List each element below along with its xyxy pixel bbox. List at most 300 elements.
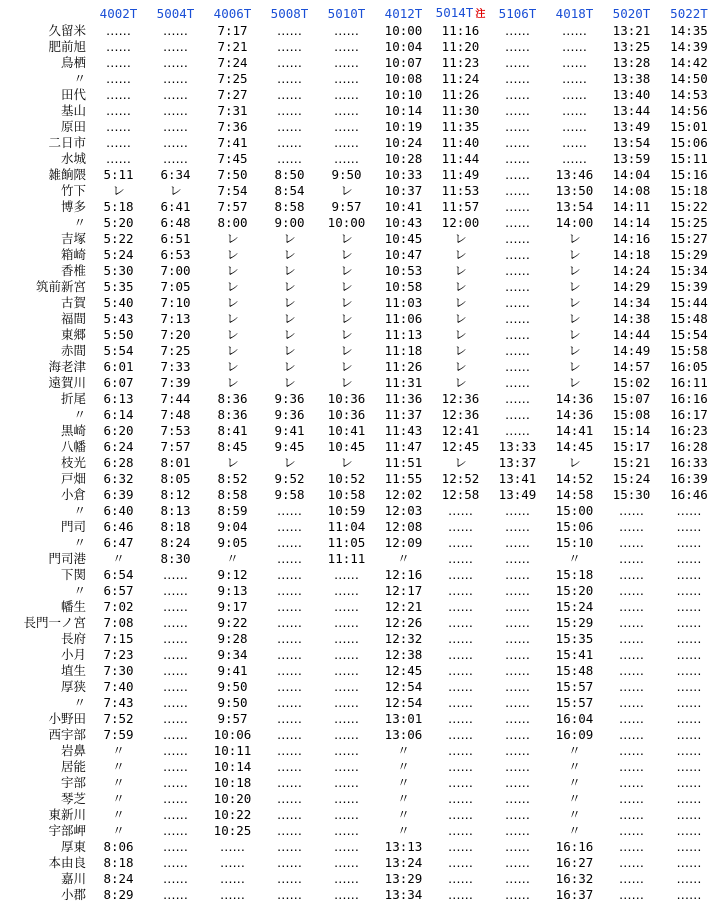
time-cell: 7:39 <box>160 375 191 390</box>
time-cell: 14:42 <box>670 55 708 70</box>
time-cell: 14:34 <box>612 295 651 310</box>
table-row <box>0 775 718 791</box>
time-cell: 6:20 <box>103 423 134 438</box>
time-cell: 7:05 <box>160 279 191 294</box>
time-cell: 9:28 <box>217 631 248 646</box>
station-name: 幡生 <box>60 599 86 614</box>
time-cell: ‥‥‥ <box>504 711 531 726</box>
time-cell: 12:02 <box>384 487 423 502</box>
time-cell: 〃 <box>568 775 581 790</box>
time-cell: 〃 <box>568 807 581 822</box>
time-cell: 15:21 <box>612 455 651 470</box>
time-cell: 5:35 <box>103 279 134 294</box>
station-name: 〃 <box>73 71 86 86</box>
time-cell: ‥‥‥ <box>504 775 531 790</box>
train-number-label: 5014T <box>435 5 474 20</box>
time-cell: 7:15 <box>103 631 134 646</box>
time-cell: 6:41 <box>160 199 191 214</box>
time-cell: 13:54 <box>612 135 651 150</box>
time-cell: 11:37 <box>384 407 423 422</box>
time-cell: ‥‥‥ <box>333 823 360 838</box>
time-cell: ‥‥‥ <box>447 631 474 646</box>
time-cell: 16:33 <box>670 455 708 470</box>
train-number-header <box>432 5 489 23</box>
time-cell: 6:32 <box>103 471 134 486</box>
time-cell: 10:58 <box>384 279 423 294</box>
time-cell: 7:57 <box>217 199 248 214</box>
time-cell: レ <box>454 343 467 358</box>
time-cell: ‥‥‥ <box>333 615 360 630</box>
time-cell: ‥‥‥ <box>333 23 360 38</box>
time-cell: 12:36 <box>441 391 480 406</box>
time-cell: ‥‥‥ <box>333 727 360 742</box>
time-cell: 6:28 <box>103 455 134 470</box>
time-cell: レ <box>568 279 581 294</box>
time-cell: 〃 <box>226 551 239 566</box>
time-cell: ‥‥‥ <box>618 759 645 774</box>
time-cell: 7:43 <box>103 695 134 710</box>
time-cell: 11:06 <box>384 311 423 326</box>
time-cell: ‥‥‥ <box>105 23 132 38</box>
time-cell: ‥‥‥ <box>276 759 303 774</box>
station-name: 二日市 <box>48 135 86 150</box>
time-cell: 15:20 <box>555 583 594 598</box>
time-cell: ‥‥‥ <box>676 503 702 518</box>
time-cell: 9:41 <box>274 423 305 438</box>
station-name: 小月 <box>60 647 86 662</box>
station-column-header <box>0 5 90 23</box>
time-cell: ‥‥‥ <box>276 663 303 678</box>
time-cell: ‥‥‥ <box>333 807 360 822</box>
time-cell: ‥‥‥ <box>618 839 645 854</box>
table-row <box>0 535 718 551</box>
time-cell: ‥‥‥ <box>276 151 303 166</box>
time-cell: ‥‥‥ <box>276 503 303 518</box>
time-cell: 13:41 <box>498 471 537 486</box>
time-cell: ‥‥‥ <box>162 87 189 102</box>
time-cell: ‥‥‥ <box>162 679 189 694</box>
time-cell: ‥‥‥ <box>447 615 474 630</box>
time-cell: 7:24 <box>217 55 248 70</box>
time-cell: レ <box>454 327 467 342</box>
time-cell: ‥‥‥ <box>162 663 189 678</box>
time-cell: ‥‥‥ <box>676 695 702 710</box>
time-cell: レ <box>283 263 296 278</box>
time-cell: ‥‥‥ <box>504 567 531 582</box>
time-cell: 9:22 <box>217 615 248 630</box>
time-cell: 15:02 <box>612 375 651 390</box>
time-cell: ‥‥‥ <box>105 55 132 70</box>
time-cell: レ <box>226 231 239 246</box>
time-cell: 〃 <box>112 759 125 774</box>
time-cell: 12:58 <box>441 487 480 502</box>
time-cell: ‥‥‥ <box>162 871 189 886</box>
time-cell: 14:58 <box>555 487 594 502</box>
time-cell: 10:19 <box>384 119 423 134</box>
table-row <box>0 423 718 439</box>
time-cell: ‥‥‥ <box>676 551 702 566</box>
time-cell: 10:06 <box>213 727 252 742</box>
time-cell: ‥‥‥ <box>447 519 474 534</box>
time-cell: ‥‥‥ <box>561 23 588 38</box>
time-cell: 8:18 <box>103 855 134 870</box>
station-name: 黒崎 <box>60 423 86 438</box>
time-cell: ‥‥‥ <box>447 823 474 838</box>
train-number-header <box>261 5 318 23</box>
time-cell: 7:57 <box>160 439 191 454</box>
time-cell: 15:44 <box>670 295 708 310</box>
time-cell: ‥‥‥ <box>504 199 531 214</box>
time-cell: 13:33 <box>498 439 537 454</box>
time-cell: 5:22 <box>103 231 134 246</box>
time-cell: ‥‥‥ <box>447 695 474 710</box>
time-cell: ‥‥‥ <box>504 855 531 870</box>
time-cell: ‥‥‥ <box>276 871 303 886</box>
time-cell: レ <box>340 359 353 374</box>
station-name: 戸畑 <box>60 471 86 486</box>
time-cell: ‥‥‥ <box>333 791 360 806</box>
station-name: 竹下 <box>60 183 86 198</box>
time-cell: ‥‥‥ <box>162 119 189 134</box>
time-cell: ‥‥‥ <box>105 71 132 86</box>
time-cell: 14:39 <box>670 39 708 54</box>
table-row <box>0 663 718 679</box>
time-cell: ‥‥‥ <box>618 647 645 662</box>
time-cell: 16:11 <box>670 375 708 390</box>
station-name: 折尾 <box>60 391 86 406</box>
train-number-header <box>603 5 660 23</box>
time-cell: レ <box>568 311 581 326</box>
time-cell: ‥‥‥ <box>162 23 189 38</box>
table-row <box>0 263 718 279</box>
time-cell: ‥‥‥ <box>504 679 531 694</box>
time-cell: 16:28 <box>670 439 708 454</box>
time-cell: ‥‥‥ <box>504 423 531 438</box>
time-cell: ‥‥‥ <box>676 711 702 726</box>
time-cell: 10:14 <box>384 103 423 118</box>
time-cell: ‥‥‥ <box>504 839 531 854</box>
time-cell: ‥‥‥ <box>162 583 189 598</box>
time-cell: 15:14 <box>612 423 651 438</box>
table-row <box>0 743 718 759</box>
time-cell: ‥‥‥ <box>676 583 702 598</box>
time-cell: 16:04 <box>555 711 594 726</box>
table-row <box>0 519 718 535</box>
time-cell: ‥‥‥ <box>561 71 588 86</box>
table-row <box>0 167 718 183</box>
time-cell: 7:30 <box>103 663 134 678</box>
time-cell: レ <box>226 311 239 326</box>
time-cell: 〃 <box>112 551 125 566</box>
time-cell: ‥‥‥ <box>447 807 474 822</box>
time-cell: ‥‥‥ <box>561 135 588 150</box>
time-cell: 11:18 <box>384 343 423 358</box>
train-number-header <box>546 5 603 23</box>
table-row <box>0 135 718 151</box>
time-cell: ‥‥‥ <box>276 583 303 598</box>
time-cell: 10:10 <box>384 87 423 102</box>
time-cell: ‥‥‥ <box>504 391 531 406</box>
time-cell: 16:23 <box>670 423 708 438</box>
time-cell: 13:46 <box>555 167 594 182</box>
time-cell: ‥‥‥ <box>504 695 531 710</box>
time-cell: レ <box>454 247 467 262</box>
time-cell: レ <box>226 263 239 278</box>
time-cell: 10:22 <box>213 807 252 822</box>
time-cell: 14:52 <box>555 471 594 486</box>
station-name: 居能 <box>60 759 86 774</box>
time-cell: 7:10 <box>160 295 191 310</box>
time-cell: 10:18 <box>213 775 252 790</box>
time-cell: レ <box>568 359 581 374</box>
time-cell: ‥‥‥ <box>618 631 645 646</box>
table-row <box>0 487 718 503</box>
time-cell: 6:48 <box>160 215 191 230</box>
time-cell: レ <box>340 231 353 246</box>
time-cell: 10:33 <box>384 167 423 182</box>
time-cell: ‥‥‥ <box>504 215 531 230</box>
station-name: 厚東 <box>60 839 86 854</box>
station-name: 東新川 <box>48 807 86 822</box>
station-name: 〃 <box>73 583 86 598</box>
time-cell: レ <box>169 183 182 198</box>
time-cell: ‥‥‥ <box>504 807 531 822</box>
train-number-label: 5004T <box>156 6 195 21</box>
station-name: 厚狭 <box>60 679 86 694</box>
time-cell: 15:29 <box>555 615 594 630</box>
time-cell: レ <box>340 247 353 262</box>
table-row <box>0 327 718 343</box>
time-cell: 10:20 <box>213 791 252 806</box>
time-cell: 7:44 <box>160 391 191 406</box>
table-row <box>0 503 718 519</box>
time-cell: 15:17 <box>612 439 651 454</box>
time-cell: レ <box>454 263 467 278</box>
train-number-header <box>375 5 432 23</box>
time-cell: 〃 <box>568 823 581 838</box>
time-cell: 8:01 <box>160 455 191 470</box>
table-row <box>0 151 718 167</box>
time-cell: 14:08 <box>612 183 651 198</box>
time-cell: ‥‥‥ <box>276 839 303 854</box>
time-cell: ‥‥‥ <box>618 503 645 518</box>
time-cell: ‥‥‥ <box>105 135 132 150</box>
time-cell: ‥‥‥ <box>504 295 531 310</box>
time-cell: ‥‥‥ <box>162 727 189 742</box>
station-name: 赤間 <box>60 343 86 358</box>
time-cell: 11:16 <box>441 23 480 38</box>
time-cell: 11:26 <box>384 359 423 374</box>
time-cell: ‥‥‥ <box>276 647 303 662</box>
table-row <box>0 551 718 567</box>
time-cell: ‥‥‥ <box>333 855 360 870</box>
time-cell: ‥‥‥ <box>333 775 360 790</box>
time-cell: 15:57 <box>555 695 594 710</box>
time-cell: ‥‥‥ <box>676 823 702 838</box>
time-cell: ‥‥‥ <box>504 519 531 534</box>
time-cell: 13:01 <box>384 711 423 726</box>
time-cell: ‥‥‥ <box>504 407 531 422</box>
time-cell: 6:54 <box>103 567 134 582</box>
station-name: 下関 <box>60 567 86 582</box>
table-row <box>0 119 718 135</box>
time-cell: ‥‥‥ <box>504 263 531 278</box>
time-cell: レ <box>340 263 353 278</box>
time-cell: 9:57 <box>331 199 362 214</box>
time-cell: ‥‥‥ <box>333 743 360 758</box>
time-cell: 8:50 <box>274 167 305 182</box>
time-cell: 〃 <box>397 775 410 790</box>
time-cell: 6:46 <box>103 519 134 534</box>
time-cell: ‥‥‥ <box>676 535 702 550</box>
time-cell: 13:06 <box>384 727 423 742</box>
time-cell: ‥‥‥ <box>561 55 588 70</box>
station-name: 箱崎 <box>60 247 86 262</box>
time-cell: 11:31 <box>384 375 423 390</box>
time-cell: 13:24 <box>384 855 423 870</box>
time-cell: 9:13 <box>217 583 248 598</box>
time-cell: 10:00 <box>327 215 366 230</box>
time-cell: 11:20 <box>441 39 480 54</box>
time-cell: ‥‥‥ <box>162 791 189 806</box>
time-cell: 14:18 <box>612 247 651 262</box>
time-cell: ‥‥‥ <box>162 855 189 870</box>
time-cell: 14:56 <box>670 103 708 118</box>
time-cell: ‥‥‥ <box>504 359 531 374</box>
time-cell: 7:23 <box>103 647 134 662</box>
time-cell: ‥‥‥ <box>447 855 474 870</box>
time-cell: 14:35 <box>670 23 708 38</box>
time-cell: 5:20 <box>103 215 134 230</box>
time-cell: 7:33 <box>160 359 191 374</box>
time-cell: 7:36 <box>217 119 248 134</box>
time-cell: ‥‥‥ <box>676 599 702 614</box>
time-cell: レ <box>283 311 296 326</box>
time-cell: レ <box>340 343 353 358</box>
time-cell: 15:24 <box>555 599 594 614</box>
time-cell: 12:32 <box>384 631 423 646</box>
time-cell: ‥‥‥ <box>618 807 645 822</box>
time-cell: 13:49 <box>498 487 537 502</box>
table-row <box>0 615 718 631</box>
time-cell: ‥‥‥ <box>162 647 189 662</box>
time-cell: レ <box>454 359 467 374</box>
time-cell: ‥‥‥ <box>504 743 531 758</box>
time-cell: ‥‥‥ <box>333 871 360 886</box>
time-cell: 15:22 <box>670 199 708 214</box>
time-cell: 6:07 <box>103 375 134 390</box>
time-cell: ‥‥‥ <box>676 743 702 758</box>
time-cell: ‥‥‥ <box>276 135 303 150</box>
time-cell: 〃 <box>112 791 125 806</box>
time-cell: 16:46 <box>670 487 708 502</box>
table-row <box>0 343 718 359</box>
table-row <box>0 647 718 663</box>
time-cell: ‥‥‥ <box>618 679 645 694</box>
time-cell: 12:16 <box>384 567 423 582</box>
time-cell: ‥‥‥ <box>447 599 474 614</box>
time-cell: 6:51 <box>160 231 191 246</box>
time-cell: レ <box>454 455 467 470</box>
time-cell: ‥‥‥ <box>276 631 303 646</box>
station-name: 〃 <box>73 695 86 710</box>
time-cell: 13:40 <box>612 87 651 102</box>
time-cell: 9:52 <box>274 471 305 486</box>
time-cell: 〃 <box>397 759 410 774</box>
time-cell: ‥‥‥ <box>618 599 645 614</box>
time-cell: 8:13 <box>160 503 191 518</box>
time-cell: 9:17 <box>217 599 248 614</box>
time-cell: ‥‥‥ <box>219 871 246 886</box>
time-cell: 15:01 <box>670 119 708 134</box>
station-name: 長門一ノ宮 <box>23 615 86 630</box>
time-cell: ‥‥‥ <box>162 839 189 854</box>
time-cell: 8:36 <box>217 391 248 406</box>
station-name: 門司 <box>60 519 86 534</box>
time-cell: 10:45 <box>327 439 366 454</box>
table-row <box>0 87 718 103</box>
time-cell: ‥‥‥ <box>618 695 645 710</box>
time-cell: ‥‥‥ <box>333 711 360 726</box>
time-cell: ‥‥‥ <box>504 599 531 614</box>
time-cell: 10:36 <box>327 407 366 422</box>
time-cell: レ <box>283 375 296 390</box>
time-cell: 11:35 <box>441 119 480 134</box>
table-row <box>0 199 718 215</box>
time-cell: ‥‥‥ <box>618 615 645 630</box>
time-cell: 8:41 <box>217 423 248 438</box>
table-row <box>0 631 718 647</box>
time-cell: 15:58 <box>670 343 708 358</box>
time-cell: 〃 <box>112 807 125 822</box>
time-cell: ‥‥‥ <box>105 151 132 166</box>
station-name: 〃 <box>73 407 86 422</box>
station-name: 門司港 <box>48 551 86 566</box>
time-cell: レ <box>226 455 239 470</box>
time-cell: ‥‥‥ <box>618 567 645 582</box>
time-cell: 10:41 <box>327 423 366 438</box>
time-cell: ‥‥‥ <box>618 711 645 726</box>
table-row <box>0 855 718 871</box>
train-number-label: 4012T <box>384 6 423 21</box>
time-cell: 9:58 <box>274 487 305 502</box>
time-cell: 〃 <box>112 743 125 758</box>
time-cell: レ <box>226 359 239 374</box>
time-cell: 14:24 <box>612 263 651 278</box>
note-mark: 注 <box>475 9 486 20</box>
time-cell: レ <box>283 343 296 358</box>
time-cell: レ <box>568 247 581 262</box>
time-cell: ‥‥‥ <box>162 695 189 710</box>
time-cell: ‥‥‥ <box>276 551 303 566</box>
time-cell: ‥‥‥ <box>447 551 474 566</box>
time-cell: レ <box>454 375 467 390</box>
time-cell: ‥‥‥ <box>276 695 303 710</box>
time-cell: ‥‥‥ <box>105 39 132 54</box>
time-cell: ‥‥‥ <box>676 775 702 790</box>
time-cell: ‥‥‥ <box>333 135 360 150</box>
time-cell: 13:29 <box>384 871 423 886</box>
time-cell: レ <box>568 455 581 470</box>
time-cell: 8:59 <box>217 503 248 518</box>
time-cell: ‥‥‥ <box>504 119 531 134</box>
time-cell: ‥‥‥ <box>504 279 531 294</box>
time-cell: ‥‥‥ <box>504 103 531 118</box>
train-number-header <box>489 5 546 23</box>
time-cell: ‥‥‥ <box>333 663 360 678</box>
time-cell: 5:50 <box>103 327 134 342</box>
time-cell: 13:21 <box>612 23 651 38</box>
